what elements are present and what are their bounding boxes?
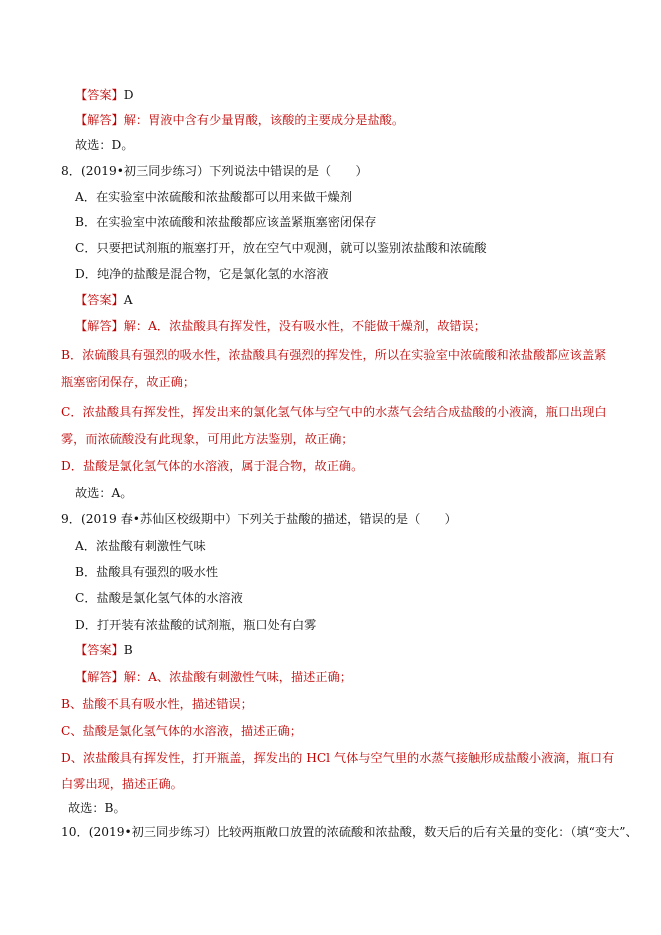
q9-option-c: C．盐酸是氯化氢气体的水溶液 xyxy=(75,591,243,605)
analysis-line: 解：胃液中含有少量胃酸，该酸的主要成分是盐酸。 xyxy=(123,113,405,127)
q8-option-b: B．在实验室中浓硫酸和浓盐酸都应该盖紧瓶塞密闭保存 xyxy=(75,215,377,229)
q9-stem: 9．(2019 春•苏仙区校级期中）下列关于盐酸的描述，错误的是（ ） xyxy=(61,512,457,526)
q8-conclusion: 故选：A。 xyxy=(75,486,133,500)
q8-option-a: A．在实验室中浓硫酸和浓盐酸都可以用来做干燥剂 xyxy=(75,190,352,204)
analysis-tag: 【解答】 xyxy=(75,319,124,333)
q7-answer xyxy=(75,87,134,103)
q8-analysis-line-1 xyxy=(75,318,486,334)
analysis-tag: 【解答】 xyxy=(75,670,124,684)
q8-analysis-line-6: D．盐酸是氯化氢气体的水溶液，属于混合物，故正确。 xyxy=(61,459,364,473)
q9-option-a: A．浓盐酸有刺激性气味 xyxy=(75,539,206,553)
q8-answer xyxy=(75,292,133,308)
analysis-line: 解：A．浓盐酸具有挥发性，没有吸水性，不能做干燥剂，故错误； xyxy=(123,319,486,333)
q8-option-c: C．只要把试剂瓶的瓶塞打开，放在空气中观测，就可以鉴别浓盐酸和浓硫酸 xyxy=(75,241,487,255)
q7-analysis xyxy=(75,112,404,128)
analysis-tag: 【解答】 xyxy=(75,113,124,127)
q9-analysis-line-3: C、盐酸是氯化氢气体的水溶液，描述正确； xyxy=(61,724,302,738)
q9-analysis-line-2: B、盐酸不具有吸水性，描述错误； xyxy=(61,697,253,711)
q8-analysis-line-2: B．浓硫酸具有强烈的吸水性，浓盐酸具有强烈的挥发性，所以在实验室中浓硫酸和浓盐酸都应该盖紧 xyxy=(61,348,607,362)
q9-conclusion: 故选：B。 xyxy=(68,801,126,815)
q9-analysis-line-1 xyxy=(75,669,352,685)
answer-tag: 【答案】 xyxy=(75,293,124,307)
q10-stem: 10．(2019•初三同步练习）比较两瓶敞口放置的浓硫酸和浓盐酸，数天后的后有关量的变化：（填“变大”、 xyxy=(61,825,638,839)
q8-stem: 8．(2019•初三同步练习）下列说法中错误的是（ ） xyxy=(61,164,368,178)
answer-value: B xyxy=(123,643,133,657)
answer-tag: 【答案】 xyxy=(75,88,124,102)
q8-analysis-line-5: 雾，而浓硫酸没有此现象，可用此方法鉴别，故正确； xyxy=(61,432,354,446)
q9-option-b: B．盐酸具有强烈的吸水性 xyxy=(75,565,219,579)
q9-analysis-line-4: D、浓盐酸具有挥发性，打开瓶盖，挥发出的 HCl 气体与空气里的水蒸气接触形成盐酸小液滴，瓶口有 xyxy=(61,751,615,765)
q8-analysis-line-4: C．浓盐酸具有挥发性，挥发出来的氯化氢气体与空气中的水蒸气会结合成盐酸的小液滴，瓶口出现白 xyxy=(61,405,607,419)
q9-analysis-line-5: 白雾出现，描述正确。 xyxy=(61,777,183,791)
answer-value: A xyxy=(123,293,133,307)
answer-value: D xyxy=(123,88,134,102)
q9-answer xyxy=(75,642,133,658)
q7-conclusion: 故选：D。 xyxy=(75,138,134,152)
analysis-line: 解：A、浓盐酸有刺激性气味，描述正确； xyxy=(123,670,352,684)
q8-option-d: D．纯净的盐酸是混合物，它是氯化氢的水溶液 xyxy=(75,267,329,281)
q8-analysis-line-3: 瓶塞密闭保存，故正确； xyxy=(61,375,196,389)
q9-option-d: D．打开装有浓盐酸的试剂瓶，瓶口处有白雾 xyxy=(75,618,317,632)
answer-tag: 【答案】 xyxy=(75,643,124,657)
